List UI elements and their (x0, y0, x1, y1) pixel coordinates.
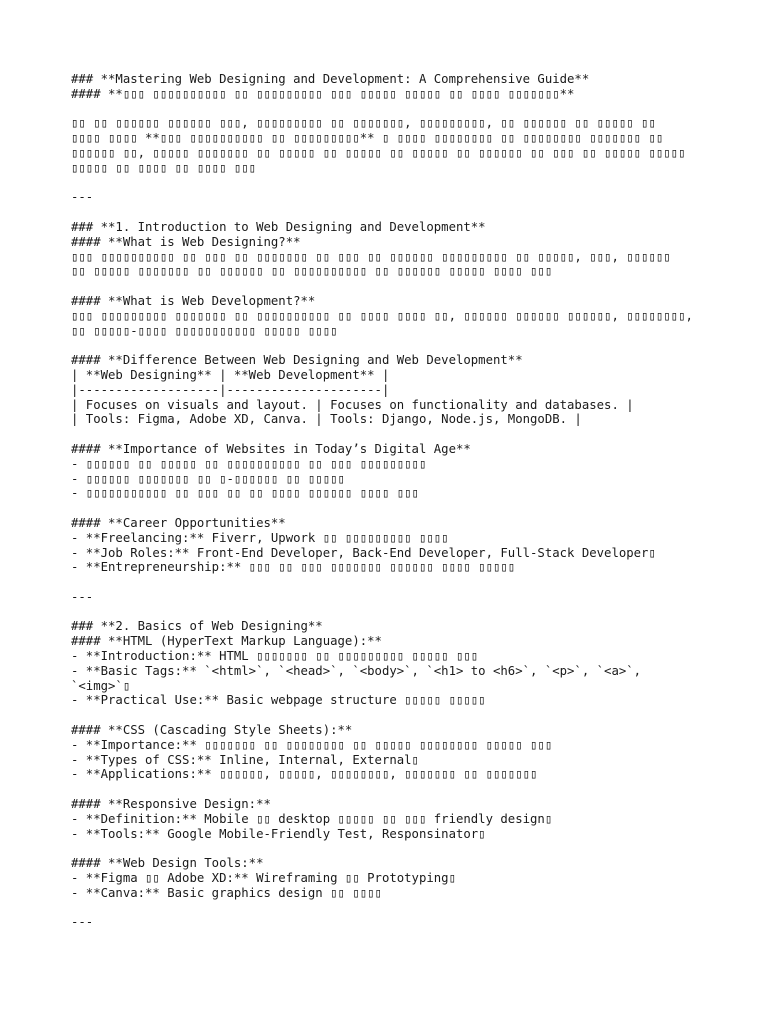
blank-line (71, 605, 731, 620)
list-item: - **Tools:** Google Mobile-Friendly Test, Responsinator▯ (71, 826, 486, 841)
table-row: | Tools: Figma, Adobe XD, Canva. | Tools: Django, Node.js, MongoDB. | (71, 412, 582, 427)
text-line: ▯▯ ▯▯▯▯▯-▯▯▯▯ ▯▯▯▯▯▯▯▯▯▯▯ ▯▯▯▯▯ ▯▯▯▯ (71, 323, 338, 338)
blank-line (71, 176, 731, 191)
list-item: - **Basic Tags:** `<html>`, `<head>`, `<body>`, `<h1> to <h6>`, `<p>`, `<a>`, (71, 663, 642, 678)
blank-line (71, 279, 731, 294)
list-item: - ▯▯▯▯▯▯ ▯▯▯▯▯▯▯ ▯▯ ▯-▯▯▯▯▯▯ ▯▯ ▯▯▯▯▯ (71, 471, 345, 486)
text-line: ▯▯ ▯▯ ▯▯▯▯▯▯ ▯▯▯▯▯▯ ▯▯▯, ▯▯▯▯▯▯▯▯▯ ▯▯ ▯▯▯▯▯▯▯, ▯▯▯▯▯▯▯▯▯, ▯▯ ▯▯▯▯▯▯ ▯▯ ▯▯▯▯▯ ▯▯ (71, 116, 656, 131)
list-item: - **Freelancing:** Fiverr, Upwork ▯▯ ▯▯▯▯▯▯▯▯▯ ▯▯▯▯ (71, 530, 449, 545)
text-line: ▯▯ ▯▯▯▯▯ ▯▯▯▯▯▯▯ ▯▯ ▯▯▯▯▯▯ ▯▯ ▯▯▯▯▯▯▯▯▯▯ ▯▯ ▯▯▯▯▯▯ ▯▯▯▯▯ ▯▯▯▯ ▯▯▯ (71, 264, 553, 279)
list-item: - **Definition:** Mobile ▯▯ desktop ▯▯▯▯▯ ▯▯ ▯▯▯ friendly design▯ (71, 811, 553, 826)
list-item: - **Types of CSS:** Inline, Internal, External▯ (71, 752, 419, 767)
list-item: - **Canva:** Basic graphics design ▯▯ ▯▯▯▯ (71, 885, 382, 900)
heading-line: ### **2. Basics of Web Designing** (71, 619, 323, 634)
subheading-line: #### **Difference Between Web Designing and Web Development** (71, 353, 523, 368)
text-line: ▯▯▯▯▯ ▯▯ ▯▯▯▯ ▯▯ ▯▯▯▯ ▯▯▯ (71, 160, 257, 175)
text-line: `<img>`▯ (71, 678, 131, 693)
list-item: - **Practical Use:** Basic webpage structure ▯▯▯▯▯ ▯▯▯▯▯ (71, 693, 486, 708)
blank-line (71, 205, 731, 220)
subheading-line: #### **Responsive Design:** (71, 797, 271, 812)
blank-line (71, 575, 731, 590)
blank-line (71, 782, 731, 797)
blank-line (71, 427, 731, 442)
subheading-line: #### **Web Design Tools:** (71, 856, 264, 871)
text-line: ▯▯▯ ▯▯▯▯▯▯▯▯▯ ▯▯▯▯▯▯▯ ▯▯ ▯▯▯▯▯▯▯▯▯▯ ▯▯ ▯▯▯▯ ▯▯▯▯ ▯▯, ▯▯▯▯▯▯ ▯▯▯▯▯▯ ▯▯▯▯▯▯, ▯▯▯▯▯▯▯▯, (71, 308, 693, 323)
table-row: | **Web Designing** | **Web Development** | (71, 367, 390, 382)
list-item: - **Introduction:** HTML ▯▯▯▯▯▯▯ ▯▯ ▯▯▯▯▯▯▯▯▯ ▯▯▯▯▯ ▯▯▯ (71, 649, 479, 664)
blank-line (71, 901, 731, 916)
table-row: | Focuses on visuals and layout. | Focuses on functionality and databases. | (71, 397, 634, 412)
list-item: - ▯▯▯▯▯▯ ▯▯ ▯▯▯▯▯ ▯▯ ▯▯▯▯▯▯▯▯▯▯ ▯▯ ▯▯▯ ▯▯▯▯▯▯▯▯▯ (71, 456, 427, 471)
list-item: - **Applications:** ▯▯▯▯▯▯, ▯▯▯▯▯, ▯▯▯▯▯▯▯▯, ▯▯▯▯▯▯▯ ▯▯ ▯▯▯▯▯▯▯ (71, 767, 538, 782)
list-item: - ▯▯▯▯▯▯▯▯▯▯▯ ▯▯ ▯▯▯ ▯▯ ▯▯ ▯▯▯▯ ▯▯▯▯▯▯ ▯▯▯▯ ▯▯▯ (71, 486, 419, 501)
text-line: ▯▯▯ ▯▯▯▯▯▯▯▯▯▯ ▯▯ ▯▯▯ ▯▯ ▯▯▯▯▯▯▯ ▯▯ ▯▯▯ ▯▯ ▯▯▯▯▯▯ ▯▯▯▯▯▯▯▯▯ ▯▯ ▯▯▯▯▯, ▯▯▯, ▯▯▯▯▯▯ (71, 249, 671, 264)
horizontal-rule: --- (71, 915, 94, 930)
table-row: |-------------------|---------------------| (71, 382, 390, 397)
subheading-line: #### **Career Opportunities** (71, 515, 286, 530)
subheading-line: #### **What is Web Designing?** (71, 234, 301, 249)
heading-line: ### **Mastering Web Designing and Development: A Comprehensive Guide** (71, 72, 590, 86)
subheading-line: #### **Importance of Websites in Today’s Digital Age** (71, 441, 471, 456)
subheading-line: #### **HTML (HyperText Markup Language):** (71, 634, 382, 649)
subheading-line: #### **What is Web Development?** (71, 293, 316, 308)
document-body (71, 72, 731, 930)
subheading-line: #### **CSS (Cascading Style Sheets):** (71, 723, 353, 738)
blank-line (71, 501, 731, 516)
list-item: - **Entrepreneurship:** ▯▯▯ ▯▯ ▯▯▯ ▯▯▯▯▯▯▯ ▯▯▯▯▯▯ ▯▯▯▯ ▯▯▯▯▯ (71, 560, 516, 575)
subheading-line: #### **▯▯▯ ▯▯▯▯▯▯▯▯▯▯ ▯▯ ▯▯▯▯▯▯▯▯▯ ▯▯▯ ▯▯▯▯▯ ▯▯▯▯▯ ▯▯ ▯▯▯▯ ▯▯▯▯▯▯▯** (71, 86, 575, 101)
text-line: ▯▯▯▯▯▯ ▯▯, ▯▯▯▯▯ ▯▯▯▯▯▯▯ ▯▯ ▯▯▯▯▯ ▯▯ ▯▯▯▯▯ ▯▯ ▯▯▯▯▯ ▯▯ ▯▯▯▯▯▯ ▯▯ ▯▯▯ ▯▯ ▯▯▯▯▯ ▯▯▯▯▯ (71, 145, 686, 160)
blank-line (71, 708, 731, 723)
horizontal-rule: --- (71, 589, 94, 604)
blank-line (71, 102, 731, 117)
list-item: - **Job Roles:** Front-End Developer, Back-End Developer, Full-Stack Developer▯ (71, 545, 656, 560)
horizontal-rule: --- (71, 190, 94, 205)
list-item: - **Figma ▯▯ Adobe XD:** Wireframing ▯▯ Prototyping▯ (71, 871, 456, 886)
text-line: ▯▯▯▯ ▯▯▯▯ **▯▯▯ ▯▯▯▯▯▯▯▯▯▯ ▯▯ ▯▯▯▯▯▯▯▯▯** ▯ ▯▯▯▯ ▯▯▯▯▯▯▯▯ ▯▯ ▯▯▯▯▯▯▯▯ ▯▯▯▯▯▯▯ ▯▯ (71, 131, 664, 146)
blank-line (71, 338, 731, 353)
list-item: - **Importance:** ▯▯▯▯▯▯▯ ▯▯ ▯▯▯▯▯▯▯▯ ▯▯ ▯▯▯▯▯ ▯▯▯▯▯▯▯▯ ▯▯▯▯▯ ▯▯▯ (71, 737, 553, 752)
blank-line (71, 841, 731, 856)
heading-line: ### **1. Introduction to Web Designing and Development** (71, 219, 486, 234)
